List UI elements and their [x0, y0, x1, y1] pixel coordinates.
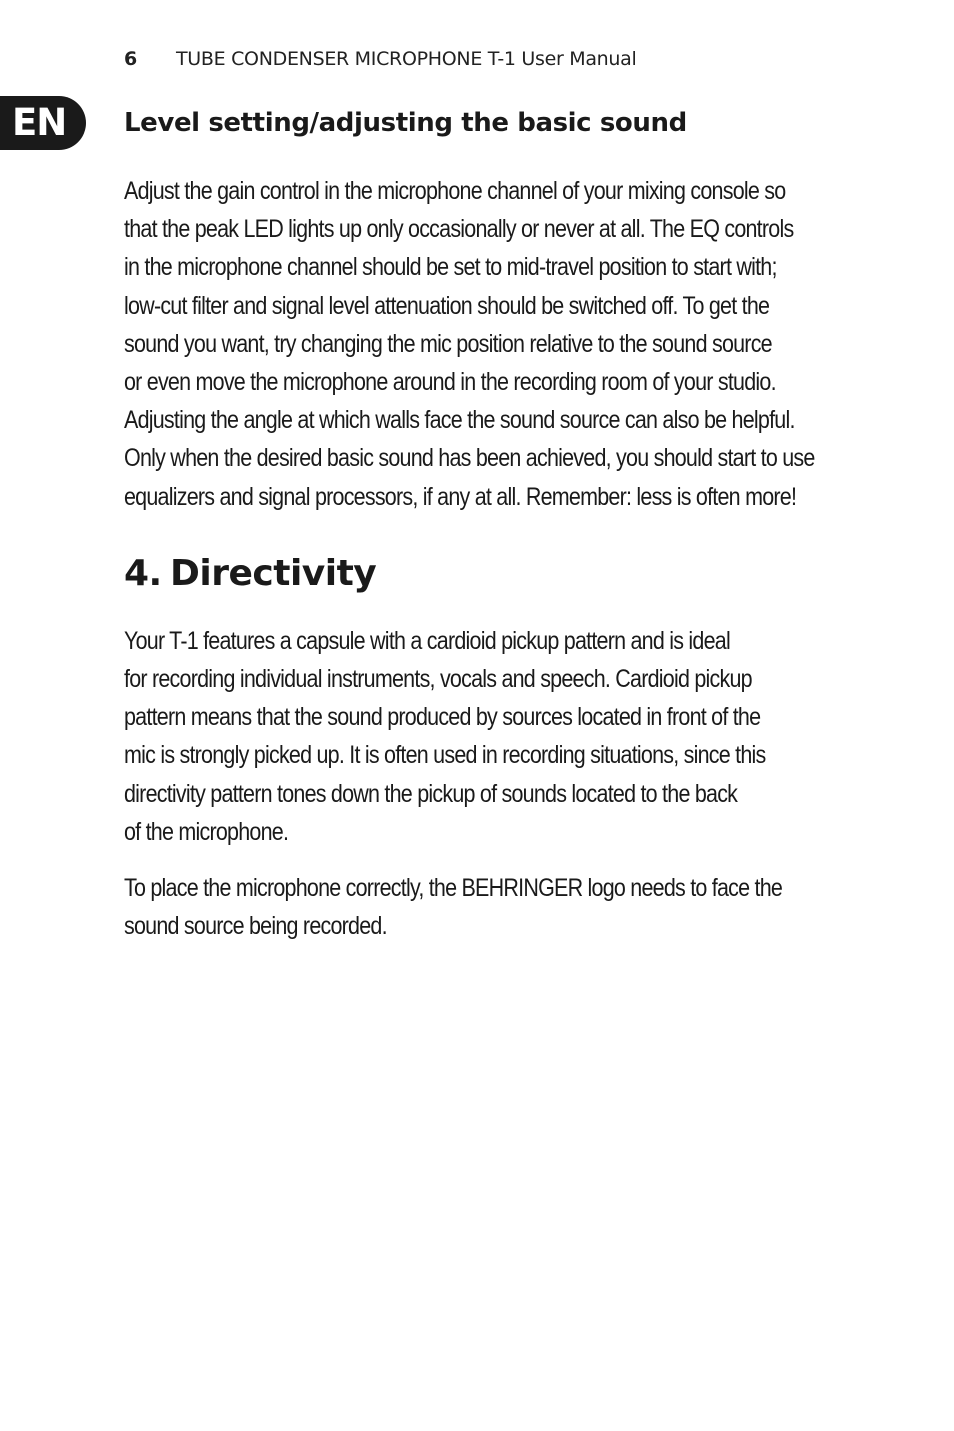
page-header: [124, 48, 637, 70]
paragraph-spacer: [124, 851, 854, 869]
page-number: 6: [124, 48, 137, 70]
text-line: Adjust the gain control in the microphone channel of your mixing console so: [124, 177, 786, 205]
text-line: To place the microphone correctly, the BEHRINGER logo needs to face the: [124, 874, 783, 903]
paragraph-directivity-1: [124, 622, 853, 851]
paragraph-level-setting: [124, 172, 853, 516]
section-number: 4.: [124, 552, 162, 594]
text-line: sound you want, try changing the mic position relative to the sound source: [124, 329, 772, 358]
section-heading-directivity: [124, 552, 854, 596]
text-line: pattern means that the sound produced by sources located in front of the: [124, 703, 761, 732]
language-tab: EN: [0, 96, 86, 150]
page-content: [124, 106, 854, 945]
text-line: that the peak LED lights up only occasionally or never at all. The EQ controls: [124, 215, 794, 244]
text-line: or even move the microphone around in the recording room of your studio.: [124, 368, 776, 397]
subheading-level-setting: Level setting/adjusting the basic sound: [124, 108, 687, 138]
text-line: low-cut filter and signal level attenuation should be switched off. To get the: [124, 291, 770, 320]
text-line: in the microphone channel should be set to mid-travel position to start with;: [124, 253, 777, 282]
text-line: equalizers and signal processors, if any at all. Remember: less is often more!: [124, 482, 797, 511]
paragraph-directivity-2: [124, 869, 853, 945]
text-line: Adjusting the angle at which walls face the sound source can also be helpful.: [124, 406, 795, 435]
text-line: directivity pattern tones down the pickup of sounds located to the back: [124, 779, 738, 808]
document-title: TUBE CONDENSER MICROPHONE T-1 User Manual: [176, 48, 637, 70]
text-line: for recording individual instruments, vocals and speech. Cardioid pickup: [124, 665, 752, 694]
text-line: sound source being recorded.: [124, 912, 387, 941]
text-line: mic is strongly picked up. It is often used in recording situations, since this: [124, 741, 766, 770]
text-line: of the microphone.: [124, 817, 289, 846]
section-title: Directivity: [170, 552, 377, 594]
text-line: Your T-1 features a capsule with a cardioid pickup pattern and is ideal: [124, 626, 730, 655]
text-line: Only when the desired basic sound has been achieved, you should start to use: [124, 444, 815, 473]
